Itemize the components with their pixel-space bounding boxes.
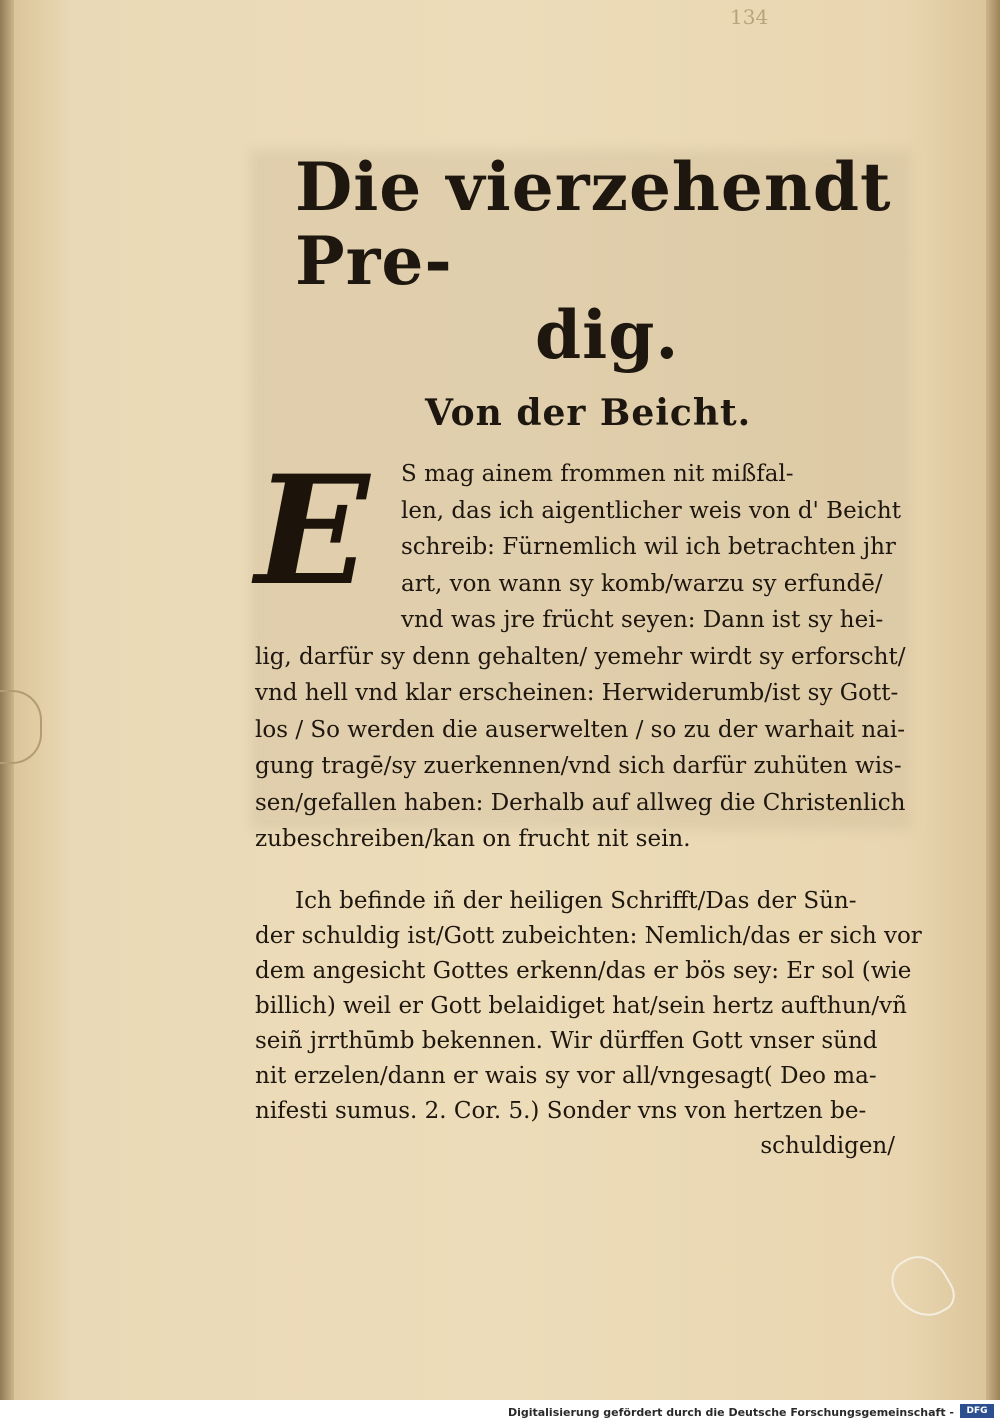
folio-mark: 134 bbox=[730, 5, 769, 29]
page-edge bbox=[986, 0, 1000, 1400]
text-line: dem angesicht Gottes erkenn/das er bös sey: Er sol (wie bbox=[255, 957, 912, 984]
funding-notice: Digitalisierung gefördert durch die Deutsche Forschungsgemeinschaft - bbox=[507, 1406, 954, 1419]
text-line: S mag ainem frommen nit mißfal- bbox=[401, 461, 794, 487]
text-line: seiñ jrrthūmb bekennen. Wir dürffen Gott vnser sünd bbox=[255, 1027, 878, 1054]
text-line: art, von wann sy komb/warzu sy erfundē/ bbox=[401, 570, 883, 597]
catchword: schuldigen/ bbox=[760, 1132, 895, 1159]
title-line-2: dig. bbox=[535, 296, 680, 374]
drop-cap: E bbox=[255, 443, 370, 619]
page-title bbox=[295, 150, 915, 372]
text-line: nit erzelen/dann er wais sy vor all/vngesagt( Deo ma- bbox=[255, 1062, 877, 1089]
text-line: lig, darfür sy denn gehalten/ yemehr wirdt sy erforscht/ bbox=[255, 643, 906, 670]
text-line: vnd hell vnd klar erscheinen: Herwiderumb/ist sy Gott- bbox=[255, 680, 899, 706]
text-line: len, das ich aigentlicher weis von d' Beicht bbox=[401, 497, 901, 524]
paragraph-1 bbox=[255, 443, 915, 858]
text-block bbox=[255, 148, 922, 1164]
footer-bar bbox=[0, 1400, 1000, 1423]
section-heading: Von der Beicht. bbox=[425, 392, 752, 434]
title-line-1: Die vierzehendt Pre- bbox=[295, 148, 892, 300]
text-line: schreib: Fürnemlich wil ich betrachten jhr bbox=[401, 534, 896, 560]
text-line: los / So werden die auserwelten / so zu der warhait nai- bbox=[255, 716, 905, 743]
dfg-logo-icon: DFG bbox=[960, 1404, 994, 1418]
text-line: sen/gefallen haben: Derhalb auf allweg die Christenlich bbox=[255, 789, 906, 816]
text-line: nifesti sumus. 2. Cor. 5.) Sonder vns von hertzen be- bbox=[255, 1097, 867, 1124]
text-line: Ich befinde iñ der heiligen Schrifft/Das der Sün- bbox=[295, 887, 857, 914]
text-line: billich) weil er Gott belaidiget hat/sein hertz aufthun/vñ bbox=[255, 992, 907, 1019]
text-line: gung tragē/sy zuerkennen/vnd sich darfür zuhüten wis- bbox=[255, 753, 902, 779]
text-line: vnd was jre frücht seyen: Dann ist sy hei- bbox=[401, 607, 884, 633]
text-line: der schuldig ist/Gott zubeichten: Nemlich/das er sich vor bbox=[255, 922, 922, 949]
paragraph-2 bbox=[255, 884, 922, 1164]
text-line: zubeschreiben/kan on frucht nit sein. bbox=[255, 826, 691, 852]
